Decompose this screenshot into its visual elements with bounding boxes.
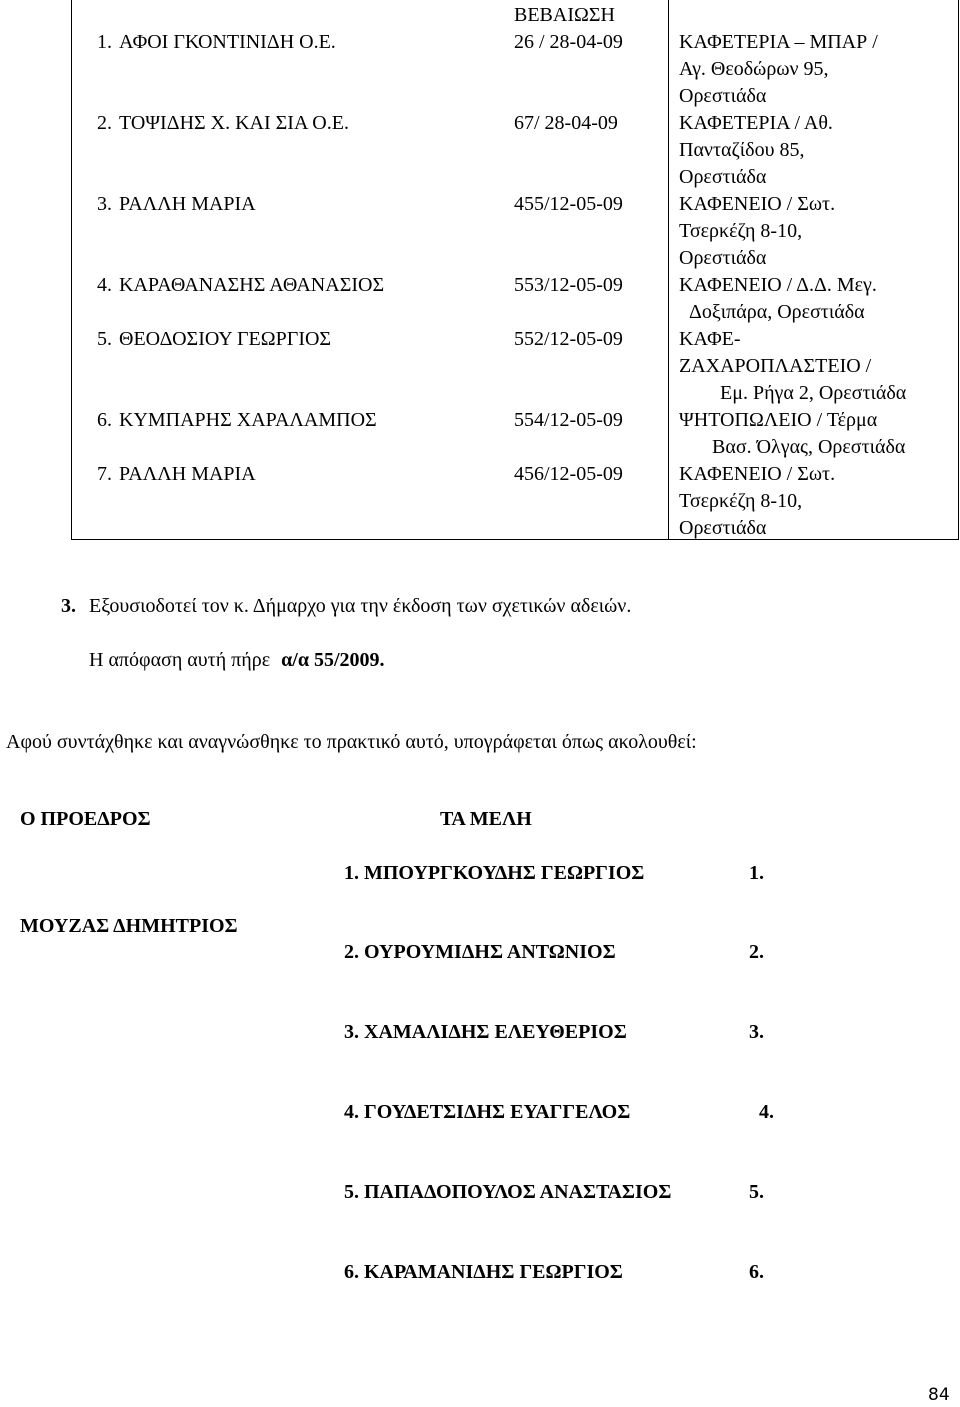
member-name: 2. ΟΥΡΟΥΜΙΔΗΣ ΑΝΤΩΝΙΟΣ xyxy=(344,941,616,963)
column-divider xyxy=(668,0,669,539)
row-place-line: Εμ. Ρήγα 2, Ορεστιάδα xyxy=(720,382,907,404)
row-name: ΤΟΨΙΔΗΣ Χ. ΚΑΙ ΣΙΑ Ο.Ε. xyxy=(119,112,349,134)
row-name: ΑΦΟΙ ΓΚΟΝΤΙΝΙΔΗ Ο.Ε. xyxy=(119,31,336,53)
row-place-line: ΖΑΧΑΡΟΠΛΑΣΤΕΙΟ / xyxy=(679,355,872,377)
row-place-line: Τσερκέζη 8-10, xyxy=(679,490,803,512)
row-number: 5. xyxy=(97,328,112,350)
row-certificate: 456/12-05-09 xyxy=(514,463,623,485)
president-title: Ο ΠΡΟΕΔΡΟΣ xyxy=(20,808,151,830)
row-place-line: Αγ. Θεοδώρων 95, xyxy=(679,58,829,80)
member-signature-slot: 4. xyxy=(759,1101,774,1123)
row-place-line: Ορεστιάδα xyxy=(679,85,767,107)
row-certificate: 554/12-05-09 xyxy=(514,409,623,431)
row-place-line: Ορεστιάδα xyxy=(679,517,767,539)
row-place-line: Ορεστιάδα xyxy=(679,247,767,269)
row-name: ΚΑΡΑΘΑΝΑΣΗΣ ΑΘΑΝΑΣΙΟΣ xyxy=(119,274,385,296)
row-number: 2. xyxy=(97,112,112,134)
members-title: ΤΑ ΜΕΛΗ xyxy=(440,808,532,830)
row-number: 1. xyxy=(97,31,112,53)
member-signature-slot: 3. xyxy=(749,1021,764,1043)
item-number: 3. xyxy=(61,595,76,617)
row-certificate: 455/12-05-09 xyxy=(514,193,623,215)
member-name: 1. ΜΠΟΥΡΓΚΟΥΔΗΣ ΓΕΩΡΓΙΟΣ xyxy=(344,862,645,884)
row-certificate: 552/12-05-09 xyxy=(514,328,623,350)
decision-label: Η απόφαση αυτή πήρε xyxy=(89,649,271,671)
row-place-line: ΚΑΦΕΝΕΙΟ / Δ.Δ. Μεγ. xyxy=(679,274,877,296)
row-place-line: ΚΑΦΕ- xyxy=(679,328,741,350)
member-signature-slot: 5. xyxy=(749,1181,764,1203)
row-place-line: Ορεστιάδα xyxy=(679,166,767,188)
row-number: 7. xyxy=(97,463,112,485)
row-certificate: 67/ 28-04-09 xyxy=(514,112,618,134)
row-name: ΡΑΛΛΗ ΜΑΡΙΑ xyxy=(119,193,256,215)
member-name: 4. ΓΟΥΔΕΤΣΙΔΗΣ ΕΥΑΓΓΕΛΟΣ xyxy=(344,1101,631,1123)
permits-table xyxy=(71,0,959,540)
item-text: Εξουσιοδοτεί τον κ. Δήμαρχο για την έκδοση των σχετικών αδειών. xyxy=(89,595,632,617)
row-place-line: ΚΑΦΕΝΕΙΟ / Σωτ. xyxy=(679,463,836,485)
row-place-line: Δοξιπάρα, Ορεστιάδα xyxy=(689,301,865,323)
member-signature-slot: 1. xyxy=(749,862,764,884)
row-place-line: Πανταζίδου 85, xyxy=(679,139,805,161)
page-number: 84 xyxy=(928,1385,950,1405)
president-name: ΜΟΥΖΑΣ ΔΗΜΗΤΡΙΟΣ xyxy=(20,915,238,937)
row-place-line: ΚΑΦΕΝΕΙΟ / Σωτ. xyxy=(679,193,836,215)
member-name: 6. ΚΑΡΑΜΑΝΙΔΗΣ ΓΕΩΡΓΙΟΣ xyxy=(344,1261,623,1283)
row-certificate: 553/12-05-09 xyxy=(514,274,623,296)
decision-text xyxy=(89,647,385,673)
closing-statement: Αφού συντάχθηκε και αναγνώσθηκε το πρακτικό αυτό, υπογράφεται όπως ακολουθεί: xyxy=(6,731,697,753)
row-place-line: ΨΗΤΟΠΩΛΕΙΟ / Τέρμα xyxy=(679,409,878,431)
table-header-certificate: ΒΕΒΑΙΩΣΗ xyxy=(514,4,615,26)
row-number: 3. xyxy=(97,193,112,215)
member-signature-slot: 6. xyxy=(749,1261,764,1283)
member-name: 5. ΠΑΠΑΔΟΠΟΥΛΟΣ ΑΝΑΣΤΑΣΙΟΣ xyxy=(344,1181,672,1203)
row-name: ΡΑΛΛΗ ΜΑΡΙΑ xyxy=(119,463,256,485)
row-number: 4. xyxy=(97,274,112,296)
member-name: 3. ΧΑΜΑΛΙΔΗΣ ΕΛΕΥΘΕΡΙΟΣ xyxy=(344,1021,627,1043)
row-place-line: Τσερκέζη 8-10, xyxy=(679,220,803,242)
row-place-line: Βασ. Όλγας, Ορεστιάδα xyxy=(712,436,906,458)
decision-number: α/α 55/2009. xyxy=(281,649,385,671)
row-number: 6. xyxy=(97,409,112,431)
member-signature-slot: 2. xyxy=(749,941,764,963)
row-place-line: ΚΑΦΕΤΕΡΙΑ / Αθ. xyxy=(679,112,833,134)
row-name: ΚΥΜΠΑΡΗΣ ΧΑΡΑΛΑΜΠΟΣ xyxy=(119,409,377,431)
row-certificate: 26 / 28-04-09 xyxy=(514,31,623,53)
row-place-line: ΚΑΦΕΤΕΡΙΑ – ΜΠΑΡ / xyxy=(679,31,878,53)
row-name: ΘΕΟΔΟΣΙΟΥ ΓΕΩΡΓΙΟΣ xyxy=(119,328,332,350)
